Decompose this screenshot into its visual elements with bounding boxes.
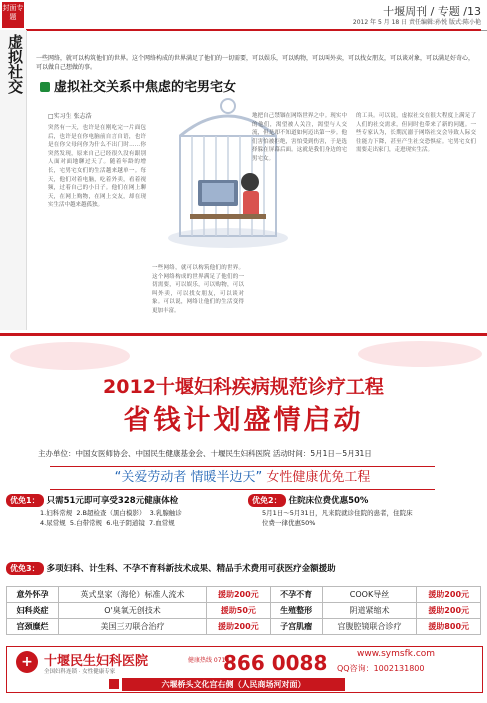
offer-2 [248, 494, 368, 507]
section-side-title: 虚拟社交 [6, 34, 24, 94]
page-header [0, 0, 487, 31]
table-row [7, 587, 481, 603]
hospital-name: 十堰民生妇科医院 [44, 654, 149, 669]
location-icon [109, 679, 119, 689]
table-cell: O'臭氧无创技术 [59, 603, 207, 619]
banner-quote: “关爱劳动者 情暖半边天” [114, 470, 263, 485]
masthead-date-line: 2012 年 5 月 18 日 责任编辑:孙悦 版式:陈小艳 [352, 19, 481, 26]
table-cell: COOK导丝 [322, 587, 417, 603]
offer-1-item: 2.B超检查（黑白模影） [76, 509, 146, 517]
offer-2-desc [262, 508, 482, 528]
ad-slogan: 省钱计划盛情启动 [123, 405, 364, 436]
table-cell: 妇科炎症 [7, 603, 59, 619]
table-cell: 援助800元 [417, 619, 481, 635]
header-rule [26, 29, 481, 31]
offer-2-desc-line: 5月1日～5月31日，凡来院就诊住院的患者，住院床 [262, 509, 413, 517]
offer-3 [6, 562, 336, 575]
article-intro: 一些网络，就可以构筑他们的世界。这个网络构成的世界满足了他们的一切需要，可以娱乐，可以购物，可以叫外卖，可以找女朋友，可以谈对象，可以满足好奇心，可以做自己想做的事。 [36, 55, 475, 71]
table-cell: 阴道紧缩术 [322, 603, 417, 619]
section-tag: 封面专题 [2, 2, 24, 28]
offer-1 [6, 494, 178, 507]
headline-bullet-icon [40, 82, 50, 92]
table-cell: 英式皇家（海伦）标准人流术 [59, 587, 207, 603]
banner-tail: 女性健康优免工程 [266, 470, 371, 485]
offer-1-item: 7.血常规 [149, 519, 175, 527]
offer-3-label: 优免3： [6, 562, 44, 575]
article-column-4: 的工具。可以说，虚拟社交在很大程度上满足了人们的社交需求，但同时也带来了新的问题。一些专家认为，长期沉溺于网络社交会导致人际交往能力下降，甚至产生社交恐惧症。宅男宅女们需要走出家门，走进现实生活。 [356, 113, 476, 154]
offer-3-text: 多项妇科、计生科、不孕不育科新技术成果、精品手术费用可获医疗金额援助 [46, 564, 336, 574]
table-cell: 宫颈糜烂 [7, 619, 59, 635]
table-cell: 援助200元 [207, 587, 271, 603]
offer-1-item: 1.妇科常规 [40, 509, 73, 517]
table-cell: 意外怀孕 [7, 587, 59, 603]
hospital-website: www.symsfk.com [357, 649, 436, 659]
table-cell: 美国三刃联合治疗 [59, 619, 207, 635]
masthead-title: 十堰周刊 / 专题 /13 [383, 5, 481, 18]
table-cell: 宫腹腔镜联合诊疗 [322, 619, 417, 635]
hotline-label: 健康热线 0719- [188, 657, 232, 664]
offer-2-text: 住院床位费优惠50% [288, 496, 369, 506]
hospital-tagline: 全国妇科连锁 · 女性健康专家 [44, 669, 116, 675]
treatment-aid-table [6, 586, 481, 635]
article-column-3: 地把自己禁锢在网络世界之中。现实中的他们，渴望被人关注，渴望与人交流，但是却不知道如何迈出第一步。他们害怕被拒绝，害怕受到伤害，于是选择躲在屏幕后面。这就是我们身边的宅男宅女。 [252, 113, 347, 162]
hospital-address: 六堰桥头文化宫右侧（人民商场河对面） [122, 678, 345, 691]
offer-1-text: 只需51元即可享受328元健康体检 [46, 496, 179, 506]
article-byline: □实习生 张志浩 [48, 113, 92, 120]
table-cell: 不孕不育 [270, 587, 322, 603]
article-column-1: 突然有一天，也许是在刚吃完一片面包后，也许是在你电脑前自言自语，也许是在你父母问你为什么不出门时……你突然发现，原来自己已经很久没有跟别人面对面地聊过天了。随着年龄的增长，宅男宅女们的生活越来越单一。每天，他们对着电脑，吃着外卖，看着视频，过着自己的小日子。他们在网上聊天，在网上购物，在网上交友，却在现实生活中越来越孤独。 [48, 125, 146, 209]
article-headline [40, 76, 236, 95]
offer-2-label: 优免2： [248, 494, 286, 507]
table-cell: 子宫肌瘤 [270, 619, 322, 635]
qq-contact: QQ咨询：1002131800 [337, 664, 425, 673]
article-column-2: 一些网络，就可以构筑他们的世界。这个网络构成的世界满足了他们的一切需要，可以娱乐，可以购物，可以叫外卖，可以找女朋友，可以谈对象。可以说，网络让他们的生活变得更加丰富。 [152, 265, 244, 314]
headline-text: 虚拟社交关系中焦虑的宅男宅女 [54, 80, 237, 95]
ad-organizer: 主办单位：中国女医师协会、中国民生健康基金会、十堰民生妇科医院 活动时间：5月1日－5月31日 [38, 449, 372, 458]
offer-1-item: 3.乳腺触诊 [149, 509, 182, 517]
table-row [7, 619, 481, 635]
offer-1-item: 5.白带常规 [69, 519, 103, 527]
offer-1-item: 4.尿常规 [40, 519, 66, 527]
table-cell: 援助200元 [417, 587, 481, 603]
table-row [7, 603, 481, 619]
offer-1-item: 6.电子阴道镜 [106, 519, 145, 527]
offer-1-items [40, 508, 250, 528]
table-cell: 援助200元 [417, 603, 481, 619]
hospital-logo: + [16, 651, 38, 673]
table-cell: 援助50元 [207, 603, 271, 619]
table-cell: 生殖整形 [270, 603, 322, 619]
ad-title: 2012十堰妇科疾病规范诊疗工程 [103, 376, 384, 398]
offer-1-label: 优免1： [6, 494, 44, 507]
ad-banner [50, 466, 435, 490]
offer-2-desc-line: 位费一律优惠50% [262, 519, 316, 527]
ad-decoration [0, 338, 487, 372]
hotline-number: 866 0088 [223, 651, 328, 675]
table-cell: 援助200元 [207, 619, 271, 635]
